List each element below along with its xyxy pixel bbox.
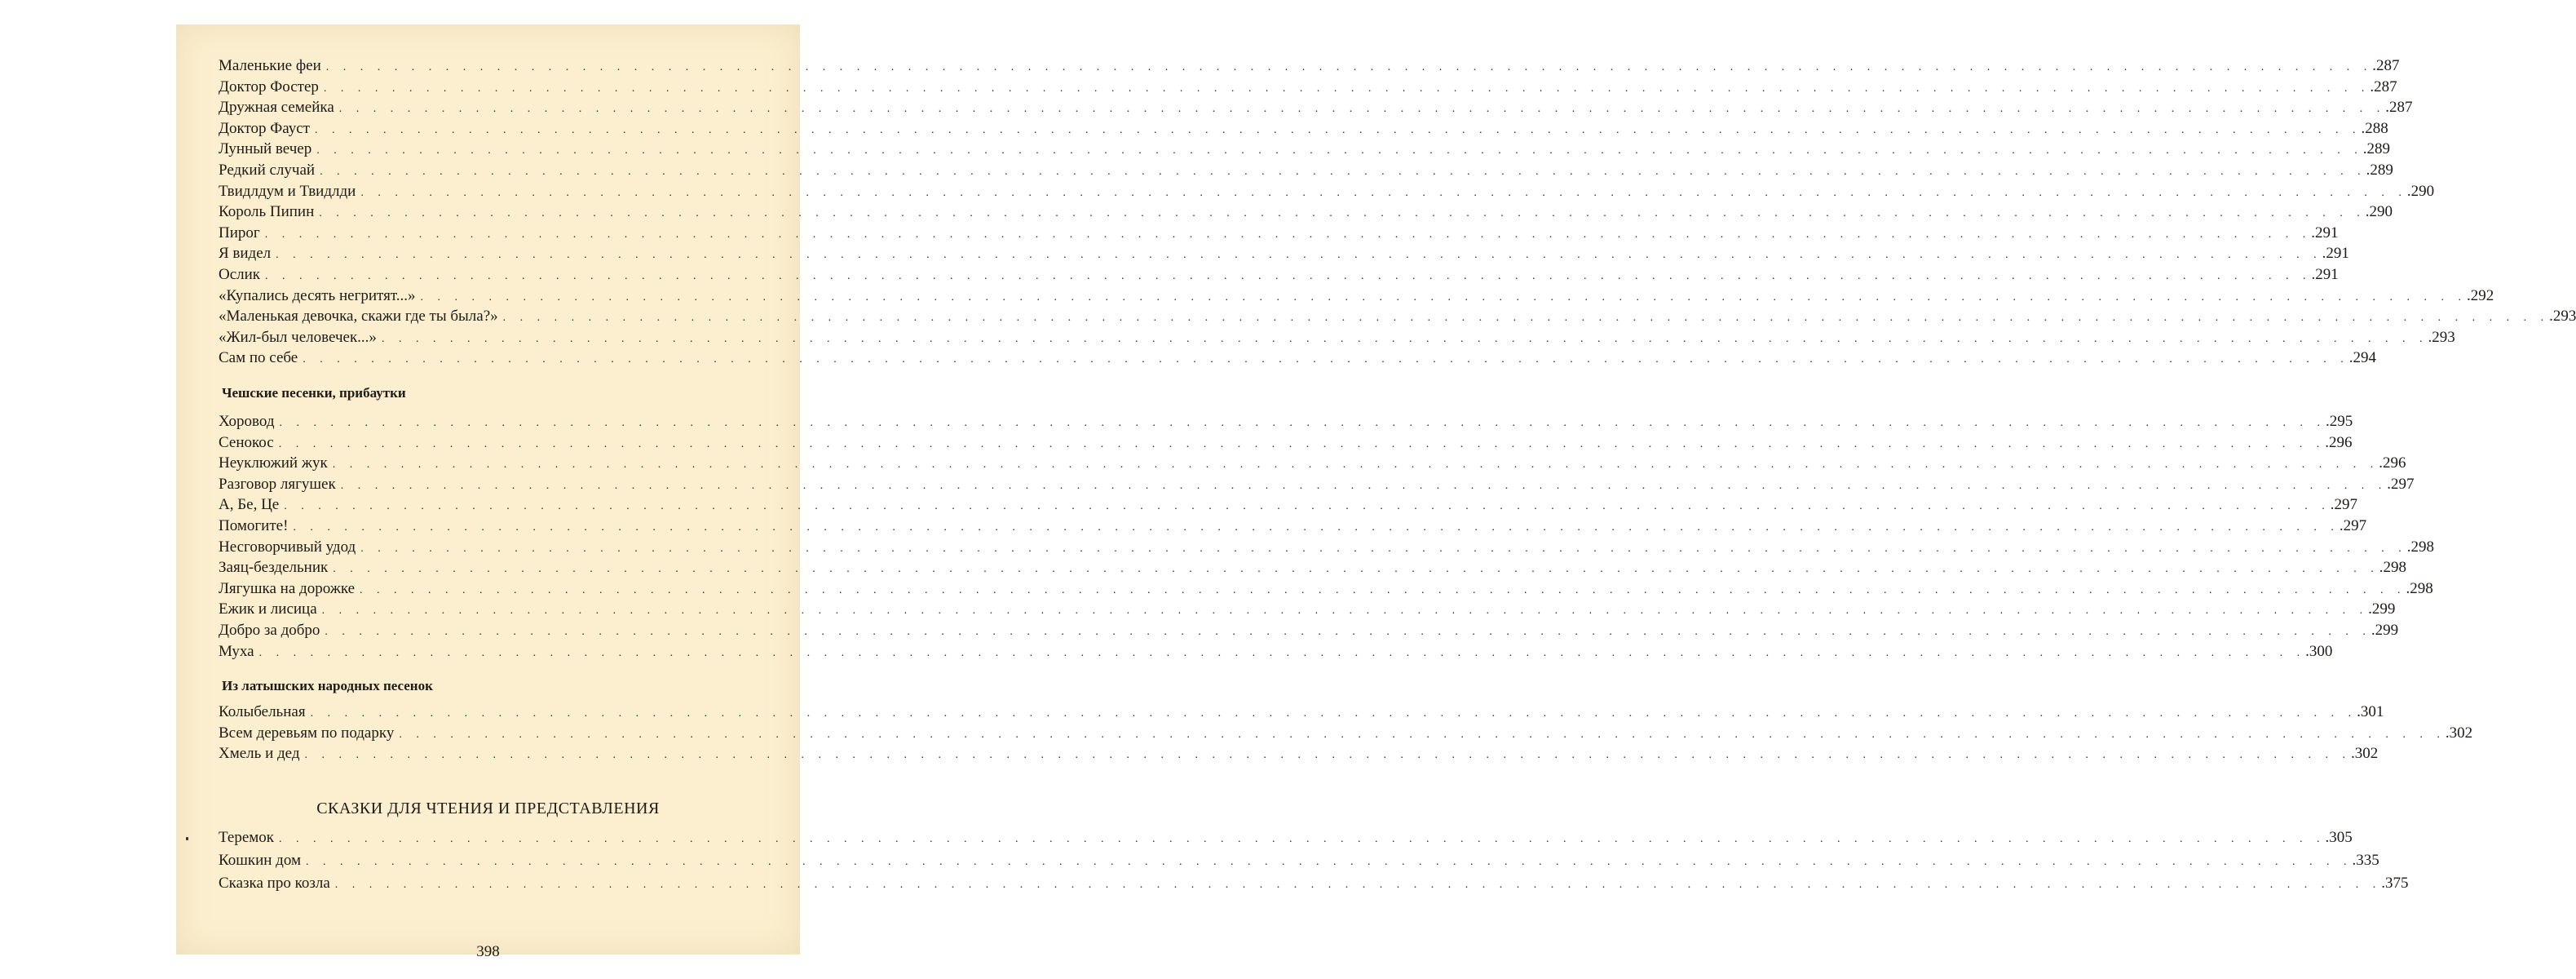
entry-page-number: .292 <box>2466 286 2494 304</box>
entry-title: Твидлдум и Твидлди <box>219 182 356 200</box>
dot-leader: . . . . . . . . . . . . . . . . . . . . . . . . . . . . . . . . . . . . . . . . . . . . . . . . . . . . . . . . . . . . . . . . . . . . . . . . . . . . . . . . . . . . . . . . . . . . . . . . . . . . . . . . . . . . . . . . . . . . . . . . <box>399 728 2446 741</box>
toc-entry <box>219 432 2353 454</box>
entry-title: Заяц-бездельник <box>219 559 329 577</box>
entry-page-number: .287 <box>2372 57 2400 74</box>
entry-page-number: .294 <box>2348 349 2376 367</box>
dot-leader: . . . . . . . . . . . . . . . . . . . . . . . . . . . . . . . . . . . . . . . . . . . . . . . . . . . . . . . . . . . . . . . . . . . . . . . . . . . . . . . . . . . . . . . . . . . . . . . . . . . . . . . . . . . . . . . . . . . . . . . . <box>502 312 2550 325</box>
dot-leader: . . . . . . . . . . . . . . . . . . . . . . . . . . . . . . . . . . . . . . . . . . . . . . . . . . . . . . . . . . . . . . . . . . . . . . . . . . . . . . . . . . . . . . . . . . . . . . . . . . . . . . . . . . . . . . . . . . . . . . . . <box>320 166 2366 178</box>
entry-title: Лягушка на дорожке <box>219 579 356 597</box>
entry-title: Помогите! <box>219 517 289 534</box>
entry-page-number: .297 <box>2387 475 2415 493</box>
dot-leader: . . . . . . . . . . . . . . . . . . . . . . . . . . . . . . . . . . . . . . . . . . . . . . . . . . . . . . . . . . . . . . . . . . . . . . . . . . . . . . . . . . . . . . . . . . . . . . . . . . . . . . . . . . . . . . . . . . . . . . . . <box>333 563 2379 576</box>
part-heading: СКАЗКИ ДЛЯ ЧТЕНИЯ И ПРЕДСТАВЛЕНИЯ <box>316 800 660 817</box>
dot-leader: . . . . . . . . . . . . . . . . . . . . . . . . . . . . . . . . . . . . . . . . . . . . . . . . . . . . . . . . . . . . . . . . . . . . . . . . . . . . . . . . . . . . . . . . . . . . . . . . . . . . . . . . . . . . . . . . . . . . . . . . <box>360 542 2407 555</box>
entry-title: Добро за добро <box>219 622 320 639</box>
toc-entry <box>219 411 2353 432</box>
entry-page-number: .296 <box>2379 454 2406 472</box>
toc-entry <box>219 118 2388 140</box>
dot-leader: . . . . . . . . . . . . . . . . . . . . . . . . . . . . . . . . . . . . . . . . . . . . . . . . . . . . . . . . . . . . . . . . . . . . . . . . . . . . . . . . . . . . . . . . . . . . . . . . . . . . . . . . . . . . . . . . . . . . . . . . <box>360 583 2406 596</box>
dot-leader: . . . . . . . . . . . . . . . . . . . . . . . . . . . . . . . . . . . . . . . . . . . . . . . . . . . . . . . . . . . . . . . . . . . . . . . . . . . . . . . . . . . . . . . . . . . . . . . . . . . . . . . . . . . . . . . . . . . . . . . . <box>316 144 2363 157</box>
dot-leader: . . . . . . . . . . . . . . . . . . . . . . . . . . . . . . . . . . . . . . . . . . . . . . . . . . . . . . . . . . . . . . . . . . . . . . . . . . . . . . . . . . . . . . . . . . . . . . . . . . . . . . . . . . . . . . . . . . . . . . . . <box>334 879 2382 891</box>
entry-page-number: .289 <box>2362 140 2390 158</box>
entry-title: Колыбельная <box>219 703 306 720</box>
toc-entry <box>219 77 2397 98</box>
dot-leader: . . . . . . . . . . . . . . . . . . . . . . . . . . . . . . . . . . . . . . . . . . . . . . . . . . . . . . . . . . . . . . . . . . . . . . . . . . . . . . . . . . . . . . . . . . . . . . . . . . . . . . . . . . . . . . . . . . . . . . . . <box>284 500 2331 513</box>
toc-entry <box>219 202 2393 223</box>
entry-page-number: .335 <box>2352 852 2379 869</box>
dot-leader: . . . . . . . . . . . . . . . . . . . . . . . . . . . . . . . . . . . . . . . . . . . . . . . . . . . . . . . . . . . . . . . . . . . . . . . . . . . . . . . . . . . . . . . . . . . . . . . . . . . . . . . . . . . . . . . . . . . . . . . . <box>279 833 2326 845</box>
toc-entry <box>219 306 2576 327</box>
dot-leader: . . . . . . . . . . . . . . . . . . . . . . . . . . . . . . . . . . . . . . . . . . . . . . . . . . . . . . . . . . . . . . . . . . . . . . . . . . . . . . . . . . . . . . . . . . . . . . . . . . . . . . . . . . . . . . . . . . . . . . . . <box>338 103 2386 116</box>
dot-leader: . . . . . . . . . . . . . . . . . . . . . . . . . . . . . . . . . . . . . . . . . . . . . . . . . . . . . . . . . . . . . . . . . . . . . . . . . . . . . . . . . . . . . . . . . . . . . . . . . . . . . . . . . . . . . . . . . . . . . . . . <box>304 749 2352 762</box>
dot-leader: . . . . . . . . . . . . . . . . . . . . . . . . . . . . . . . . . . . . . . . . . . . . . . . . . . . . . . . . . . . . . . . . . . . . . . . . . . . . . . . . . . . . . . . . . . . . . . . . . . . . . . . . . . . . . . . . . . . . . . . . <box>279 417 2326 429</box>
entry-page-number: .297 <box>2339 517 2367 534</box>
entry-title: Сенокос <box>219 433 274 451</box>
toc-entry <box>219 139 2390 160</box>
entry-page-number: .293 <box>2428 328 2455 346</box>
entry-page-number: .298 <box>2406 538 2434 556</box>
dot-leader: . . . . . . . . . . . . . . . . . . . . . . . . . . . . . . . . . . . . . . . . . . . . . . . . . . . . . . . . . . . . . . . . . . . . . . . . . . . . . . . . . . . . . . . . . . . . . . . . . . . . . . . . . . . . . . . . . . . . . . . . <box>420 290 2467 303</box>
toc-entry <box>219 578 2433 600</box>
entry-page-number: .297 <box>2330 496 2357 514</box>
entry-page-number: .291 <box>2311 224 2339 241</box>
entry-page-number: .293 <box>2549 308 2576 326</box>
dot-leader: . . . . . . . . . . . . . . . . . . . . . . . . . . . . . . . . . . . . . . . . . . . . . . . . . . . . . . . . . . . . . . . . . . . . . . . . . . . . . . . . . . . . . . . . . . . . . . . . . . . . . . . . . . . . . . . . . . . . . . . . <box>276 249 2322 262</box>
entry-title: Муха <box>219 642 254 660</box>
entry-title: «Купались десять негритят...» <box>219 286 416 304</box>
toc-entry <box>219 641 2333 662</box>
dot-leader: . . . . . . . . . . . . . . . . . . . . . . . . . . . . . . . . . . . . . . . . . . . . . . . . . . . . . . . . . . . . . . . . . . . . . . . . . . . . . . . . . . . . . . . . . . . . . . . . . . . . . . . . . . . . . . . . . . . . . . . . <box>303 353 2349 366</box>
entry-title: Неуклюжий жук <box>219 454 328 472</box>
toc-entry <box>219 348 2376 369</box>
toc-entry <box>219 97 2413 118</box>
page-number: 398 <box>476 943 500 960</box>
section-heading: Из латышских народных песенок <box>222 678 433 693</box>
dot-leader: . . . . . . . . . . . . . . . . . . . . . . . . . . . . . . . . . . . . . . . . . . . . . . . . . . . . . . . . . . . . . . . . . . . . . . . . . . . . . . . . . . . . . . . . . . . . . . . . . . . . . . . . . . . . . . . . . . . . . . . . <box>325 626 2371 638</box>
toc-entry <box>219 55 2400 77</box>
dot-leader: . . . . . . . . . . . . . . . . . . . . . . . . . . . . . . . . . . . . . . . . . . . . . . . . . . . . . . . . . . . . . . . . . . . . . . . . . . . . . . . . . . . . . . . . . . . . . . . . . . . . . . . . . . . . . . . . . . . . . . . . <box>325 61 2373 73</box>
entry-page-number: .289 <box>2366 162 2393 179</box>
dot-leader: . . . . . . . . . . . . . . . . . . . . . . . . . . . . . . . . . . . . . . . . . . . . . . . . . . . . . . . . . . . . . . . . . . . . . . . . . . . . . . . . . . . . . . . . . . . . . . . . . . . . . . . . . . . . . . . . . . . . . . . . <box>314 123 2362 136</box>
entry-title: А, Бе, Це <box>219 496 280 514</box>
toc-entry <box>219 743 2379 764</box>
toc-entry <box>219 850 2379 871</box>
entry-title: Король Пипин <box>219 203 315 221</box>
entry-title: «Жил-был человечек...» <box>219 328 377 346</box>
toc-entry <box>219 264 2339 286</box>
entry-title: Доктор Фостер <box>219 78 319 95</box>
entry-title: Я видел <box>219 245 272 263</box>
entry-page-number: .298 <box>2379 559 2406 577</box>
entry-title: Теремок <box>219 829 275 846</box>
dot-leader: . . . . . . . . . . . . . . . . . . . . . . . . . . . . . . . . . . . . . . . . . . . . . . . . . . . . . . . . . . . . . . . . . . . . . . . . . . . . . . . . . . . . . . . . . . . . . . . . . . . . . . . . . . . . . . . . . . . . . . . . <box>323 82 2371 95</box>
dot-leader: . . . . . . . . . . . . . . . . . . . . . . . . . . . . . . . . . . . . . . . . . . . . . . . . . . . . . . . . . . . . . . . . . . . . . . . . . . . . . . . . . . . . . . . . . . . . . . . . . . . . . . . . . . . . . . . . . . . . . . . . <box>258 646 2306 659</box>
toc-entry <box>219 474 2415 495</box>
toc-entry <box>219 723 2473 744</box>
entry-page-number: .296 <box>2325 433 2353 451</box>
section-heading: Чешские песенки, прибаутки <box>222 385 406 401</box>
entry-title: Всем деревьям по подарку <box>219 724 395 742</box>
toc-entry <box>219 453 2406 474</box>
toc-entry <box>219 702 2384 723</box>
entry-title: Кошкин дом <box>219 852 302 869</box>
entry-title: Маленькие феи <box>219 57 321 74</box>
toc-entry <box>219 557 2406 578</box>
entry-title: Дружная семейка <box>219 99 334 117</box>
dot-leader: . . . . . . . . . . . . . . . . . . . . . . . . . . . . . . . . . . . . . . . . . . . . . . . . . . . . . . . . . . . . . . . . . . . . . . . . . . . . . . . . . . . . . . . . . . . . . . . . . . . . . . . . . . . . . . . . . . . . . . . . <box>264 228 2312 241</box>
entry-title: Пирог <box>219 224 260 241</box>
toc-entry <box>219 327 2455 348</box>
dot-leader: . . . . . . . . . . . . . . . . . . . . . . . . . . . . . . . . . . . . . . . . . . . . . . . . . . . . . . . . . . . . . . . . . . . . . . . . . . . . . . . . . . . . . . . . . . . . . . . . . . . . . . . . . . . . . . . . . . . . . . . . <box>319 207 2366 220</box>
entry-page-number: .299 <box>2368 600 2396 618</box>
dot-leader: . . . . . . . . . . . . . . . . . . . . . . . . . . . . . . . . . . . . . . . . . . . . . . . . . . . . . . . . . . . . . . . . . . . . . . . . . . . . . . . . . . . . . . . . . . . . . . . . . . . . . . . . . . . . . . . . . . . . . . . . <box>310 707 2357 720</box>
dot-leader: . . . . . . . . . . . . . . . . . . . . . . . . . . . . . . . . . . . . . . . . . . . . . . . . . . . . . . . . . . . . . . . . . . . . . . . . . . . . . . . . . . . . . . . . . . . . . . . . . . . . . . . . . . . . . . . . . . . . . . . . <box>265 270 2312 282</box>
entry-title: Доктор Фауст <box>219 119 310 137</box>
entry-page-number: .290 <box>2365 203 2393 221</box>
entry-page-number: .301 <box>2357 703 2384 720</box>
toc-entry <box>219 160 2393 181</box>
toc-entry <box>219 537 2434 558</box>
entry-page-number: .300 <box>2305 642 2333 660</box>
entry-page-number: .302 <box>2445 724 2473 742</box>
book-page <box>176 24 2576 960</box>
entry-page-number: .287 <box>2370 78 2397 95</box>
toc-entry <box>219 223 2339 244</box>
entry-title: Хоровод <box>219 413 275 430</box>
entry-title: Несговорчивый удод <box>219 538 356 556</box>
entry-title: «Маленькая девочка, скажи где ты была?» <box>219 308 498 326</box>
toc-entry <box>219 620 2399 641</box>
dot-leader: . . . . . . . . . . . . . . . . . . . . . . . . . . . . . . . . . . . . . . . . . . . . . . . . . . . . . . . . . . . . . . . . . . . . . . . . . . . . . . . . . . . . . . . . . . . . . . . . . . . . . . . . . . . . . . . . . . . . . . . . <box>381 332 2428 345</box>
toc-entry <box>219 827 2353 848</box>
toc-entry <box>219 494 2357 516</box>
toc-entry <box>219 181 2435 202</box>
entry-page-number: .305 <box>2325 829 2353 846</box>
toc-entry <box>219 873 2409 894</box>
entry-page-number: .291 <box>2322 245 2349 263</box>
print-speck <box>186 837 188 840</box>
entry-title: Лунный вечер <box>219 140 312 158</box>
entry-page-number: .375 <box>2381 875 2409 892</box>
entry-title: Ослик <box>219 266 261 283</box>
entry-page-number: .288 <box>2361 119 2388 137</box>
entry-page-number: .291 <box>2311 266 2339 283</box>
entry-title: Разговор лягушек <box>219 475 336 493</box>
toc-entry <box>219 243 2349 264</box>
entry-page-number: .287 <box>2385 99 2413 117</box>
entry-title: Сказка про козла <box>219 875 330 892</box>
toc-entry <box>219 286 2494 307</box>
entry-title: Сам по себе <box>219 349 298 367</box>
entry-title: Ежик и лисица <box>219 600 317 618</box>
entry-page-number: .295 <box>2326 413 2353 430</box>
toc-entry <box>219 516 2367 537</box>
entry-page-number: .302 <box>2351 745 2379 763</box>
dot-leader: . . . . . . . . . . . . . . . . . . . . . . . . . . . . . . . . . . . . . . . . . . . . . . . . . . . . . . . . . . . . . . . . . . . . . . . . . . . . . . . . . . . . . . . . . . . . . . . . . . . . . . . . . . . . . . . . . . . . . . . . <box>321 605 2369 618</box>
dot-leader: . . . . . . . . . . . . . . . . . . . . . . . . . . . . . . . . . . . . . . . . . . . . . . . . . . . . . . . . . . . . . . . . . . . . . . . . . . . . . . . . . . . . . . . . . . . . . . . . . . . . . . . . . . . . . . . . . . . . . . . . <box>340 479 2388 492</box>
entry-page-number: .298 <box>2406 579 2433 597</box>
entry-page-number: .290 <box>2406 182 2435 200</box>
dot-leader: . . . . . . . . . . . . . . . . . . . . . . . . . . . . . . . . . . . . . . . . . . . . . . . . . . . . . . . . . . . . . . . . . . . . . . . . . . . . . . . . . . . . . . . . . . . . . . . . . . . . . . . . . . . . . . . . . . . . . . . . <box>278 437 2326 450</box>
entry-title: Редкий случай <box>219 162 316 179</box>
entry-title: Хмель и дед <box>219 745 300 763</box>
entry-page-number: .299 <box>2371 622 2399 639</box>
dot-leader: . . . . . . . . . . . . . . . . . . . . . . . . . . . . . . . . . . . . . . . . . . . . . . . . . . . . . . . . . . . . . . . . . . . . . . . . . . . . . . . . . . . . . . . . . . . . . . . . . . . . . . . . . . . . . . . . . . . . . . . . <box>332 458 2379 472</box>
toc-entry <box>219 599 2396 620</box>
dot-leader: . . . . . . . . . . . . . . . . . . . . . . . . . . . . . . . . . . . . . . . . . . . . . . . . . . . . . . . . . . . . . . . . . . . . . . . . . . . . . . . . . . . . . . . . . . . . . . . . . . . . . . . . . . . . . . . . . . . . . . . . <box>293 521 2340 534</box>
dot-leader: . . . . . . . . . . . . . . . . . . . . . . . . . . . . . . . . . . . . . . . . . . . . . . . . . . . . . . . . . . . . . . . . . . . . . . . . . . . . . . . . . . . . . . . . . . . . . . . . . . . . . . . . . . . . . . . . . . . . . . . . <box>306 856 2353 868</box>
dot-leader: . . . . . . . . . . . . . . . . . . . . . . . . . . . . . . . . . . . . . . . . . . . . . . . . . . . . . . . . . . . . . . . . . . . . . . . . . . . . . . . . . . . . . . . . . . . . . . . . . . . . . . . . . . . . . . . . . . . . . . . . <box>360 186 2407 199</box>
